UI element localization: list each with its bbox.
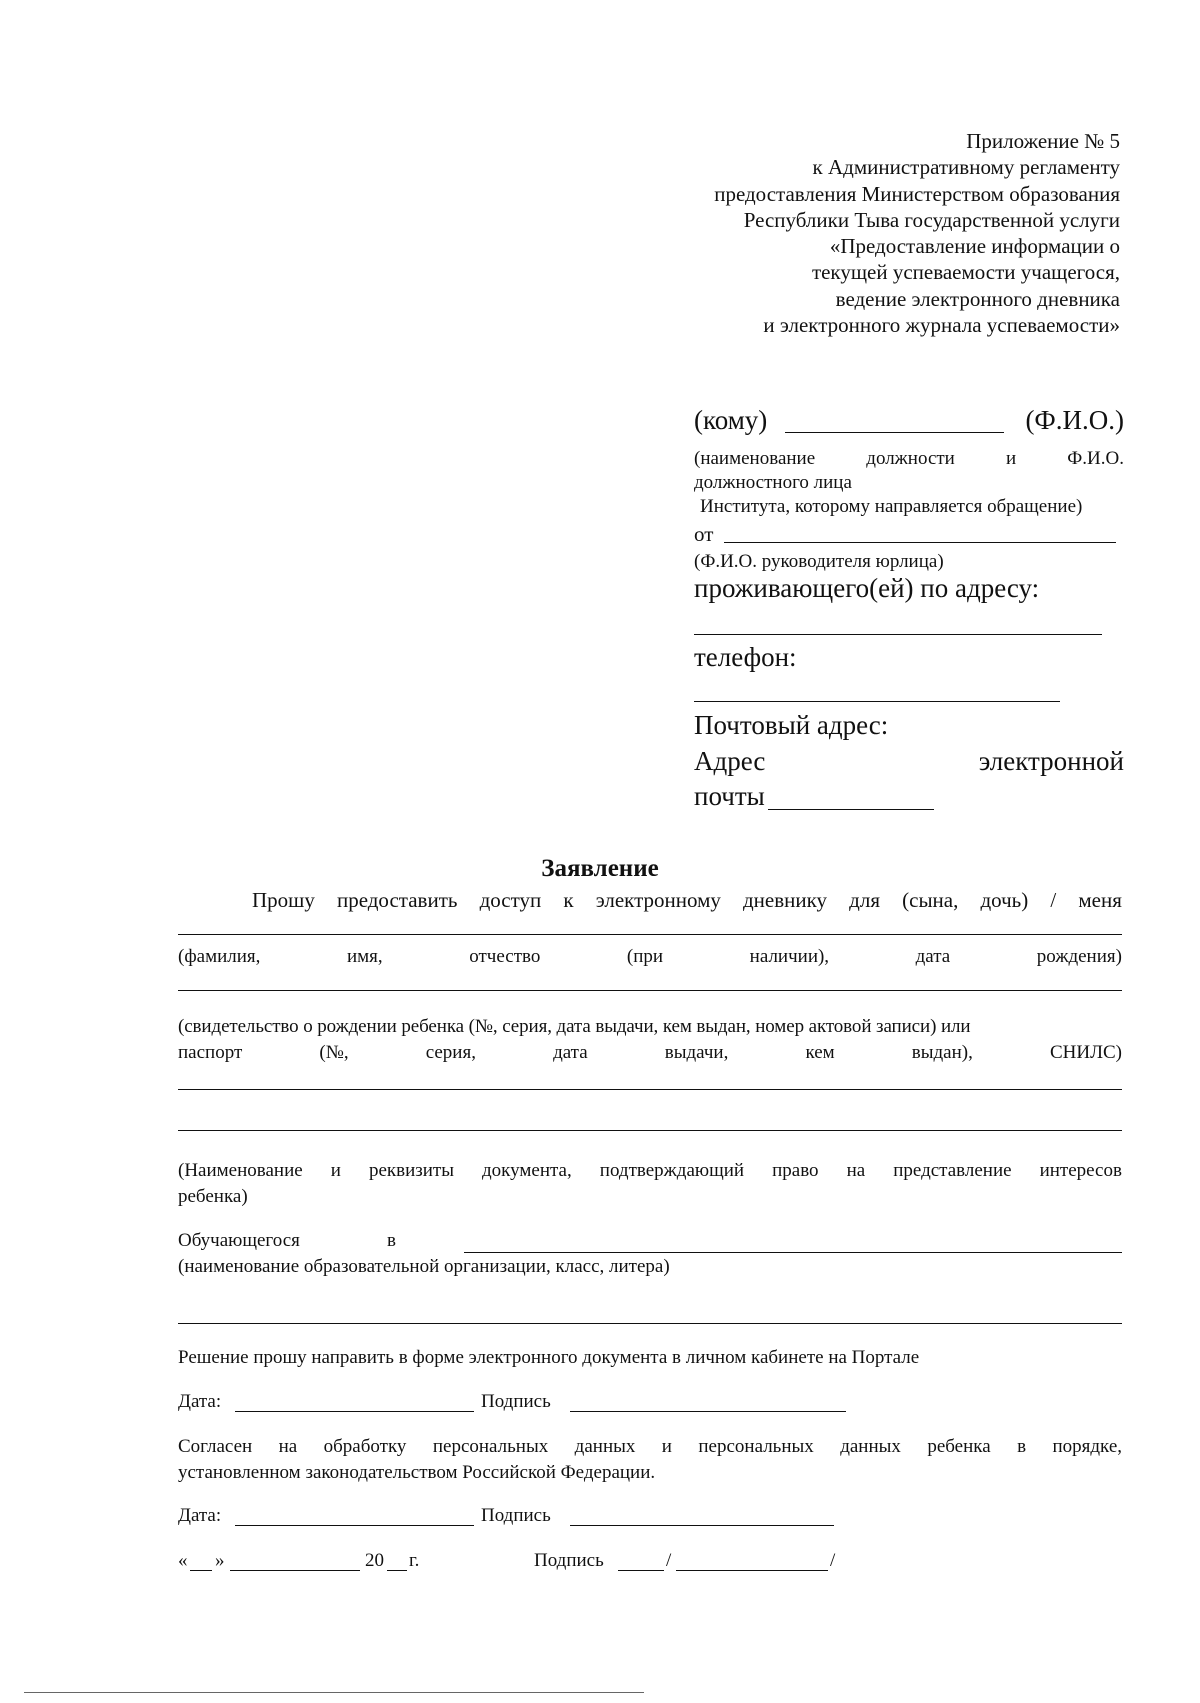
hint-word: выдан), <box>911 1042 973 1063</box>
appendix-line: ведение электронного дневника <box>835 286 1120 311</box>
slash-2: / <box>830 1550 836 1571</box>
rep-doc-field-1[interactable] <box>178 1089 1122 1090</box>
child-hint <box>178 946 1122 968</box>
date2-field[interactable] <box>235 1525 474 1526</box>
consent-line1 <box>178 1436 1122 1458</box>
date-label: Дата: <box>178 1391 222 1412</box>
consent-line2: установленном законодательством Российской Федерации. <box>178 1462 656 1483</box>
request-word: (сына, <box>902 888 959 912</box>
birth-doc-field[interactable] <box>178 990 1122 991</box>
hint-word: документа, <box>482 1160 572 1181</box>
bottom-divider <box>24 1692 644 1693</box>
doc-hint-line1: (свидетельство о рождении ребенка (№, серия, дата выдачи, кем выдан, номер актовой записи) или <box>178 1016 971 1037</box>
final-year-suffix: г. <box>409 1550 420 1571</box>
request-word: дочь) <box>980 888 1029 912</box>
consent-word: ребенка <box>927 1436 991 1457</box>
appendix-line: предоставления Министерством образования <box>714 181 1120 206</box>
hint-word: интересов <box>1039 1160 1122 1181</box>
statement-body <box>178 880 1122 1600</box>
request-word: / <box>1050 888 1057 912</box>
final-signature-label: Подпись <box>534 1550 604 1571</box>
hint-word: отчество <box>469 946 541 967</box>
hint-word: на <box>846 1160 866 1181</box>
hint-word: должности <box>866 448 955 469</box>
request-word: меня <box>1078 888 1122 912</box>
consent-word: и <box>661 1436 672 1457</box>
rep-hint-line2: ребенка) <box>178 1186 248 1207</box>
final-name-field[interactable] <box>676 1570 828 1571</box>
email-label-word2: электронной <box>978 746 1124 776</box>
to-label: (кому) <box>694 405 768 435</box>
signature2-field[interactable] <box>570 1525 834 1526</box>
hint-word: кем <box>805 1042 835 1063</box>
slash-1: / <box>666 1550 672 1571</box>
consent-word: персональных <box>698 1436 814 1457</box>
hint-word: серия, <box>425 1042 476 1063</box>
final-date-open: « <box>178 1550 188 1571</box>
child-name-field[interactable] <box>178 934 1122 935</box>
fio-label: (Ф.И.О.) <box>1025 405 1124 435</box>
appendix-line: «Предоставление информации о <box>829 234 1120 259</box>
school-field-2[interactable] <box>178 1323 1122 1324</box>
appendix-line: к Административному регламенту <box>812 155 1120 180</box>
date2-label: Дата: <box>178 1505 222 1526</box>
final-year: 20 <box>365 1550 384 1571</box>
to-field[interactable] <box>785 432 1004 433</box>
rep-hint-line1 <box>178 1160 1122 1182</box>
request-word: Прошу <box>252 888 315 912</box>
hint-word: СНИЛС) <box>1049 1042 1122 1063</box>
residence-label: проживающего(ей) по адресу: <box>694 573 1040 603</box>
hint-word: подтверждающий <box>599 1160 745 1181</box>
hint-word: дата <box>553 1042 588 1063</box>
addressee-block <box>694 405 1124 825</box>
postal-label: Почтовый адрес: <box>694 710 889 740</box>
request-word: к <box>563 888 574 912</box>
consent-word: в <box>1017 1436 1027 1457</box>
rep-doc-field-2[interactable] <box>178 1130 1122 1131</box>
consent-word: персональных <box>432 1436 549 1457</box>
statement-title: Заявление <box>541 855 659 882</box>
school-hint: (наименование образовательной организации, класс, литера) <box>178 1256 670 1277</box>
hint-word: представление <box>893 1160 1012 1181</box>
position-hint-line2: должностного лица <box>694 472 852 493</box>
position-hint-line1 <box>694 448 1124 470</box>
hint-word: реквизиты <box>368 1160 454 1181</box>
signature2-label: Подпись <box>481 1505 551 1526</box>
hint-word: право <box>772 1160 819 1181</box>
hint-word: (Наименование <box>178 1160 303 1181</box>
school-field[interactable] <box>464 1252 1122 1253</box>
student-in: в <box>387 1230 396 1251</box>
final-year-field[interactable] <box>387 1570 407 1571</box>
phone-label: телефон: <box>694 642 797 672</box>
request-word: электронному <box>595 888 721 912</box>
request-word: дневнику <box>743 888 828 912</box>
residence-field[interactable] <box>694 634 1102 635</box>
signature-field[interactable] <box>570 1411 846 1412</box>
hint-word: рождения) <box>1036 946 1122 967</box>
decision-text: Решение прошу направить в форме электронного документа в личном кабинете на Портале <box>178 1347 920 1368</box>
final-day-field[interactable] <box>190 1570 212 1571</box>
request-line <box>252 888 1122 913</box>
final-signature-field[interactable] <box>618 1570 664 1571</box>
hint-word: имя, <box>346 946 383 967</box>
hint-word: дата <box>915 946 951 967</box>
student-label: Обучающегося <box>178 1230 300 1251</box>
hint-word: наличии), <box>749 946 830 967</box>
email-label-word1: Адрес <box>694 746 766 776</box>
hint-word: (№, <box>319 1042 349 1063</box>
email-field[interactable] <box>768 809 934 810</box>
final-month-field[interactable] <box>230 1570 360 1571</box>
hint-word: и <box>330 1160 341 1181</box>
appendix-line: Приложение № 5 <box>966 129 1120 153</box>
request-word: для <box>849 888 880 912</box>
appendix-line: Республики Тыва государственной услуги <box>743 207 1120 232</box>
hint-word: (наименование <box>694 448 816 469</box>
from-hint: (Ф.И.О. руководителя юрлица) <box>694 551 944 572</box>
hint-word: Ф.И.О. <box>1067 448 1124 469</box>
appendix-line: текущей успеваемости учащегося, <box>811 260 1120 285</box>
request-word: доступ <box>479 888 542 912</box>
hint-word: и <box>1005 448 1017 469</box>
date-field[interactable] <box>235 1411 474 1412</box>
consent-word: данных <box>574 1436 636 1457</box>
phone-field[interactable] <box>694 701 1060 702</box>
consent-word: на <box>278 1436 298 1457</box>
consent-word: порядке, <box>1052 1436 1122 1457</box>
doc-hint-line2 <box>178 1042 1122 1064</box>
consent-word: Согласен <box>178 1436 253 1457</box>
hint-word: паспорт <box>178 1042 243 1063</box>
final-date-close: » <box>215 1550 225 1571</box>
signature-label: Подпись <box>481 1391 551 1412</box>
request-word: предоставить <box>336 888 458 912</box>
email-label-word3: почты <box>694 781 765 811</box>
hint-word: (при <box>626 946 664 967</box>
appendix-block <box>600 128 1120 338</box>
appendix-line: и электронного журнала успеваемости» <box>763 313 1120 338</box>
consent-word: обработку <box>323 1436 407 1457</box>
hint-word: (фамилия, <box>178 946 261 967</box>
consent-word: данных <box>840 1436 901 1457</box>
hint-word: выдачи, <box>664 1042 729 1063</box>
from-field[interactable] <box>724 542 1116 543</box>
position-hint-line3: Института, которому направляется обращение) <box>700 496 1083 517</box>
from-label: от <box>694 522 714 546</box>
